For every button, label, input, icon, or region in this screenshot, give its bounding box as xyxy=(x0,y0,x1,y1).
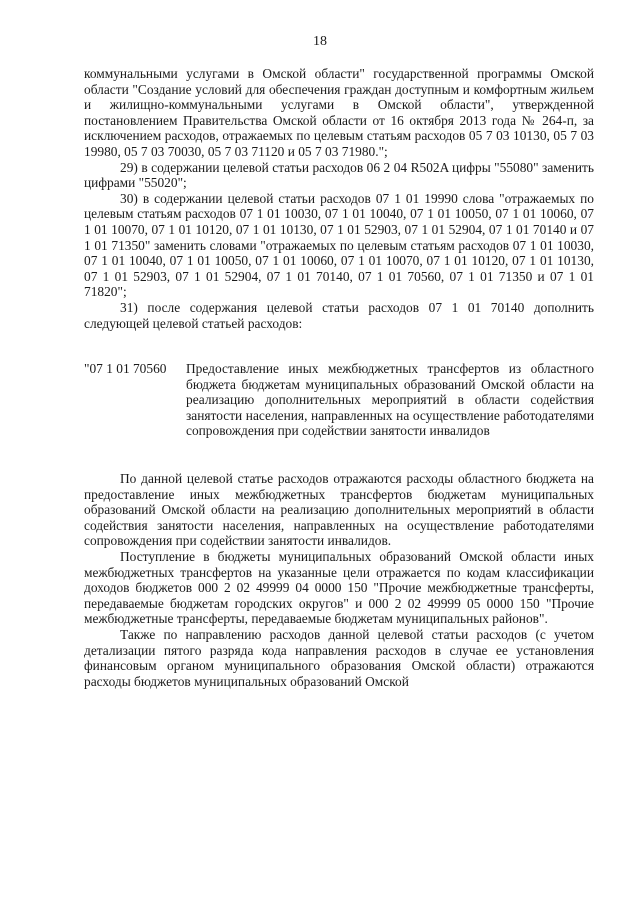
page-number: 18 xyxy=(313,34,327,49)
budget-code: "07 1 01 70560 xyxy=(84,361,167,377)
paragraph-continuation: коммунальными услугами в Омской области" государственной программы Омской области "Создание условий для обеспечения граждан доступным и комфортным жильем и жилищно-коммунальными услугами в Омской области", утвержденной постановлением Правительства Омской области от 16 октября 2013 года № 264-п, за исключением расходов, отражаемых по целевым статьям расходов 05 7 03 10130, 05 7 03 19980, 05 7 03 70030, 05 7 03 71120 и 05 7 03 71980."; xyxy=(84,66,594,159)
paragraph-item-29: 29) в содержании целевой статьи расходов 06 2 04 R502A цифры "55080" заменить цифрами "55020"; xyxy=(84,159,594,191)
paragraph-item-31: 31) после содержания целевой статьи расходов 07 1 01 70140 дополнить следующей целевой статьей расходов: xyxy=(84,299,594,331)
document-body xyxy=(84,66,594,689)
paragraph-revenue-codes: Поступление в бюджеты муниципальных образований Омской области иных межбюджетных трансфертов на указанные цели отражается по кодам классификации доходов бюджетов 000 2 02 49999 04 0000 150 "Прочие межбюджетные трансферты, передаваемые бюджетам городских округов" и 000 2 02 49999 05 0000 150 "Прочие межбюджетные трансферты, передаваемые бюджетам муниципальных районов". xyxy=(84,549,594,627)
paragraph-also: Также по направлению расходов данной целевой статьи расходов (с учетом детализации пятого разряда кода направления расходов в случае ее установления финансовым органом муниципального образования Омской области) отражаются расходы бюджетов муниципальных образований Омской xyxy=(84,627,594,689)
budget-code-description: Предоставление иных межбюджетных трансфертов из областного бюджета бюджетам муниципальных образований Омской области на реализацию дополнительных мероприятий в области содействия занятости населения, направленных на осуществление работодателями сопровождения при содействии занятости инвалидов xyxy=(186,361,594,439)
paragraph-item-30: 30) в содержании целевой статьи расходов 07 1 01 19990 слова "отражаемых по целевым статьям расходов 07 1 01 10030, 07 1 01 10040, 07 1 01 10050, 07 1 01 10060, 07 1 01 10070, 07 1 01 10120, 07 1 01 10130, 07 1 01 52903, 07 1 01 52904, 07 1 01 70140 и 07 1 01 71350" заменить словами "отражаемых по целевым статьям расходов 07 1 01 10030, 07 1 01 10040, 07 1 01 10050, 07 1 01 10060, 07 1 01 10070, 07 1 01 10120, 07 1 01 10130, 07 1 01 52903, 07 1 01 52904, 07 1 01 70140, 07 1 01 70560, 07 1 01 71350 и 07 1 01 71820"; xyxy=(84,190,594,300)
budget-code-entry xyxy=(84,361,594,439)
paragraph-explanation: По данной целевой статье расходов отражаются расходы областного бюджета на предоставление иных межбюджетных трансфертов бюджетам муниципальных образований Омской области на реализацию дополнительных мероприятий в области содействия занятости населения, направленных на осуществление работодателями сопровождения при содействии занятости инвалидов. xyxy=(84,471,594,549)
